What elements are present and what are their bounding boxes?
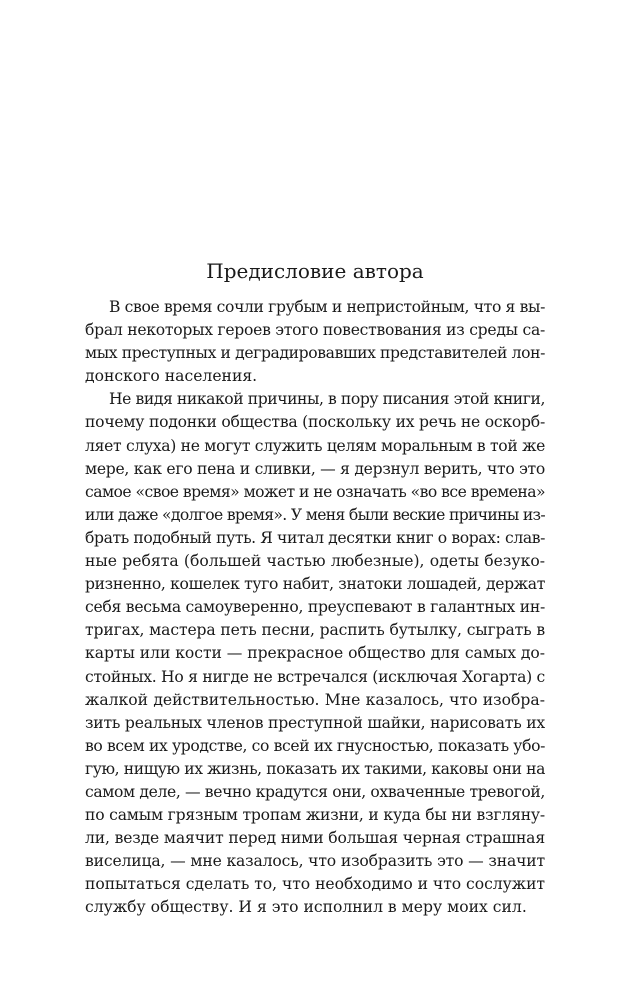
text-line: мых преступных и деградировавших представителей лон-: [85, 344, 545, 363]
text-line: службу обществу. И я это исполнил в меру моих сил.: [85, 898, 527, 917]
text-line: жалкой действительностью. Мне казалось, что изобра-: [85, 690, 545, 709]
text-line: брал некоторых героев этого повествования из среды са-: [85, 321, 545, 340]
text-line: брать подобный путь. Я читал десятки книг о ворах: слав-: [85, 528, 545, 547]
text-line: ризненно, кошелек туго набит, знатоки лошадей, держат: [85, 575, 545, 594]
text-line: попытаться сделать то, что необходимо и что сослужит: [85, 875, 545, 894]
text-line: или даже «долгое время». У меня были веские причины из-: [85, 505, 545, 524]
text-line: по самым грязным тропам жизни, и куда бы ни взгляну-: [85, 806, 545, 825]
text-line: мере, как его пена и сливки, — я дерзнул верить, что это: [85, 459, 545, 478]
text-line: стойных. Но я нигде не встречался (исключая Хогарта) с: [85, 667, 545, 686]
text-line: самое «свое время» может и не означать «во все времена»: [85, 482, 545, 501]
text-line: во всем их уродстве, со всей их гнусностью, показать убо-: [85, 736, 545, 755]
text-line: Не видя никакой причины, в пору писания этой книги,: [109, 390, 545, 409]
text-line: донского населения.: [85, 367, 258, 386]
text-line: ные ребята (большей частью любезные), одеты безуко-: [85, 552, 545, 571]
text-line: себя весьма самоуверенно, преуспевают в галантных ин-: [85, 598, 545, 617]
preface-text: [85, 296, 545, 920]
text-line: самом деле, — вечно крадутся они, охваченные тревогой,: [85, 782, 545, 801]
text-line: ляет слуха) не могут служить целям моральным в той же: [85, 436, 545, 455]
page-title: Предисловие автора: [206, 259, 424, 283]
text-line: тригах, мастера петь песни, распить бутылку, сыграть в: [85, 621, 545, 640]
text-line: ли, везде маячит перед ними большая черная страшная: [85, 829, 545, 848]
text-line: виселица, — мне казалось, что изобразить это — значит: [85, 852, 545, 871]
text-line: зить реальных членов преступной шайки, нарисовать их: [85, 713, 545, 732]
text-line: гую, нищую их жизнь, показать их такими, каковы они на: [85, 759, 545, 778]
text-line: В свое время сочли грубым и непристойным, что я вы-: [109, 298, 545, 316]
text-line: почему подонки общества (поскольку их речь не оскорб-: [85, 413, 545, 432]
text-line: карты или кости — прекрасное общество для самых до-: [85, 644, 545, 663]
